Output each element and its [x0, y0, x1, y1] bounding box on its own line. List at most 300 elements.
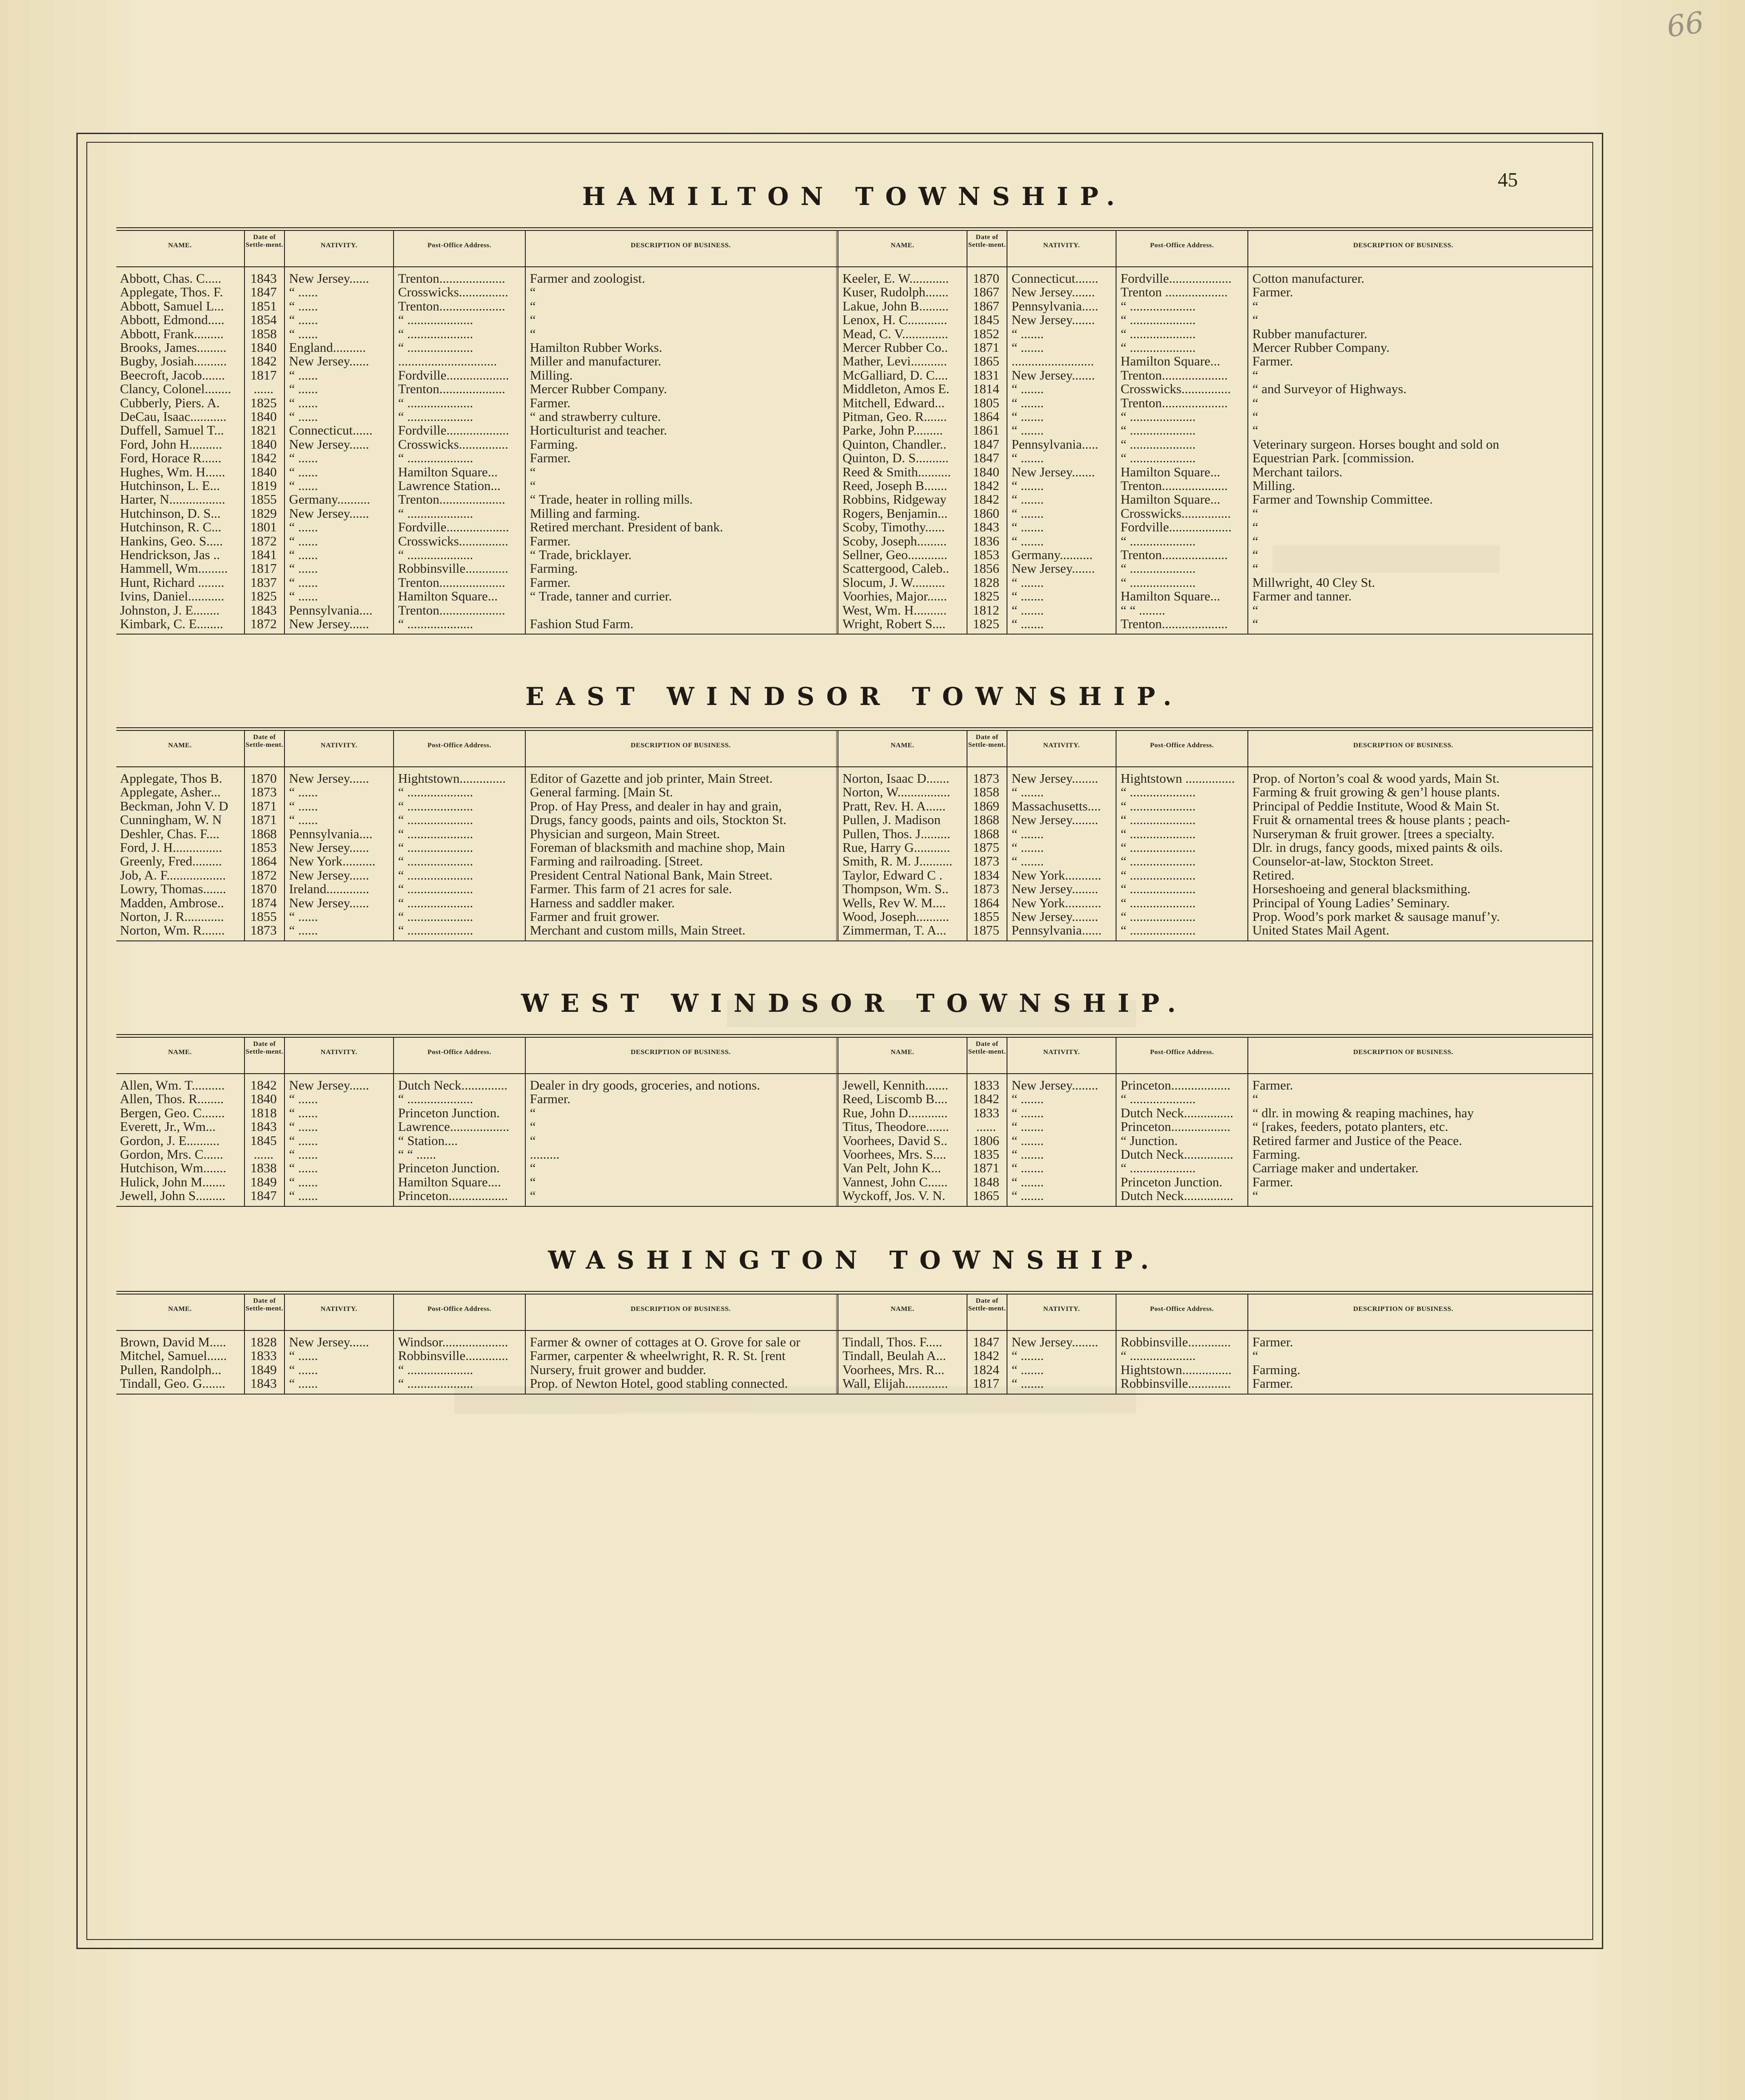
- table-row: [116, 1335, 1592, 1349]
- date-cell: 1864: [973, 896, 999, 910]
- business-cell: “: [530, 1189, 536, 1203]
- business-cell: United States Mail Agent.: [1252, 924, 1390, 938]
- name-cell: Job, A. F..................: [120, 868, 226, 882]
- header-nativity-col: NATIVITY.: [320, 1049, 358, 1056]
- nativity-cell: “ ......: [289, 313, 318, 327]
- date-cell: 1865: [973, 1189, 999, 1203]
- name-cell: Mitchel, Samuel......: [120, 1349, 227, 1363]
- date-cell: ......: [254, 382, 274, 396]
- business-cell: Fashion Stud Farm.: [530, 617, 633, 631]
- post-office-cell: Trenton....................: [1121, 617, 1228, 631]
- name-cell: Kimbark, C. E........: [120, 617, 224, 631]
- nativity-cell: “ .......: [1012, 855, 1044, 869]
- table-row: [116, 1175, 1592, 1189]
- date-cell: 1847: [973, 1335, 999, 1349]
- business-cell: “: [1252, 603, 1258, 617]
- business-cell: Nursery, fruit grower and budder.: [530, 1363, 706, 1377]
- date-cell: 1873: [973, 882, 999, 896]
- date-cell: 1833: [973, 1079, 999, 1092]
- header-name-col: NAME.: [890, 1305, 915, 1313]
- business-cell: Milling and farming.: [530, 506, 640, 520]
- date-cell: 1843: [250, 1377, 277, 1391]
- header-post-office-col: Post-Office Address.: [1150, 1305, 1214, 1313]
- header-post-office-col: Post-Office Address.: [427, 242, 492, 249]
- business-cell: Foreman of blacksmith and machine shop, Main: [530, 841, 785, 855]
- table-row: [116, 617, 1592, 631]
- nativity-cell: “ ......: [289, 575, 318, 590]
- nativity-cell: “ ......: [289, 451, 318, 465]
- post-office-cell: “ “ ......: [398, 1148, 436, 1161]
- date-cell: 1874: [250, 896, 277, 910]
- nativity-cell: “ ......: [289, 910, 318, 924]
- name-cell: Hughes, Wm. H......: [120, 465, 225, 479]
- post-office-cell: “ ....................: [1121, 313, 1196, 327]
- nativity-cell: “ ......: [289, 479, 318, 493]
- business-cell: “: [530, 285, 536, 300]
- name-cell: Quinton, Chandler..: [843, 437, 947, 451]
- date-cell: 1842: [250, 1079, 277, 1092]
- table-row: [116, 520, 1592, 534]
- name-cell: Cunningham, W. N: [120, 813, 222, 827]
- name-cell: Hendrickson, Jas ..: [120, 548, 220, 562]
- date-cell: 1865: [973, 355, 999, 369]
- nativity-cell: Massachusetts....: [1012, 799, 1101, 813]
- header-date-col: Date of Settle-ment.: [245, 1297, 284, 1312]
- table-row: [116, 548, 1592, 562]
- business-cell: Farmer and Township Committee.: [1252, 493, 1433, 507]
- table-row: [116, 507, 1592, 520]
- table-top-rule-inner: [116, 1294, 1592, 1295]
- post-office-cell: Princeton..................: [1121, 1120, 1231, 1134]
- business-cell: Farmer.: [530, 575, 571, 590]
- date-cell: 1871: [973, 341, 999, 355]
- name-cell: Jewell, Kennith.......: [843, 1079, 948, 1092]
- date-cell: 1825: [250, 590, 277, 604]
- post-office-cell: “ ....................: [1121, 1092, 1196, 1106]
- name-cell: Abbott, Samuel L...: [120, 299, 224, 313]
- name-cell: Mercer Rubber Co..: [843, 341, 948, 355]
- nativity-cell: “ .......: [1012, 382, 1044, 396]
- date-cell: 1845: [973, 313, 999, 327]
- header-nativity-col: NATIVITY.: [1043, 742, 1080, 749]
- name-cell: Rue, Harry G...........: [843, 841, 950, 855]
- name-cell: Allen, Wm. T..........: [120, 1079, 225, 1092]
- table-row: [116, 785, 1592, 799]
- nativity-cell: “ ......: [289, 1134, 318, 1148]
- nativity-cell: “ .......: [1012, 1120, 1044, 1134]
- name-cell: Madden, Ambrose..: [120, 896, 224, 910]
- nativity-cell: “ .......: [1012, 785, 1044, 800]
- table-top-rule: [116, 1291, 1592, 1292]
- date-cell: 1873: [250, 924, 277, 938]
- date-cell: 1835: [973, 1148, 999, 1161]
- table-row: [116, 451, 1592, 465]
- post-office-cell: “ ....................: [398, 1092, 474, 1106]
- nativity-cell: “ ......: [289, 520, 318, 535]
- date-cell: 1841: [250, 548, 277, 562]
- name-cell: Greenly, Fred.........: [120, 855, 222, 869]
- post-office-cell: Princeton Junction.: [398, 1106, 500, 1120]
- post-office-cell: “ ....................: [1121, 785, 1196, 800]
- name-cell: Wall, Elijah.............: [843, 1377, 948, 1391]
- nativity-cell: “ ......: [289, 799, 318, 813]
- nativity-cell: “ .......: [1012, 603, 1044, 617]
- post-office-cell: “ ....................: [1121, 799, 1196, 813]
- date-cell: 1875: [973, 841, 999, 855]
- name-cell: Hutchinson, L. E...: [120, 479, 220, 493]
- nativity-cell: New Jersey........: [1012, 813, 1098, 827]
- nativity-cell: “ .......: [1012, 479, 1044, 493]
- post-office-cell: “ ....................: [398, 313, 474, 327]
- page-number: 45: [1498, 169, 1518, 191]
- business-cell: Miller and manufacturer.: [530, 355, 662, 369]
- post-office-cell: Fordville...................: [398, 424, 509, 438]
- business-cell: “: [1252, 396, 1258, 410]
- nativity-cell: New Jersey......: [289, 896, 369, 910]
- date-cell: 1856: [973, 562, 999, 576]
- table-row: [116, 1363, 1592, 1377]
- business-cell: Physician and surgeon, Main Street.: [530, 827, 720, 841]
- nativity-cell: “ .......: [1012, 327, 1044, 341]
- name-cell: West, Wm. H..........: [843, 603, 947, 617]
- date-cell: 1824: [973, 1363, 999, 1377]
- business-cell: Rubber manufacturer.: [1252, 327, 1367, 341]
- business-cell: “: [1252, 506, 1258, 520]
- post-office-cell: ..............................: [398, 355, 497, 369]
- business-cell: “: [1252, 424, 1258, 438]
- nativity-cell: New Jersey.......: [1012, 465, 1095, 479]
- date-cell: 1858: [973, 785, 999, 800]
- name-cell: Norton, W................: [843, 785, 950, 800]
- name-cell: Thompson, Wm. S..: [843, 882, 949, 896]
- nativity-cell: “ ......: [289, 382, 318, 396]
- nativity-cell: “ ......: [289, 548, 318, 562]
- post-office-cell: Trenton....................: [398, 575, 505, 590]
- post-office-cell: Crosswicks...............: [398, 285, 509, 300]
- header-name-col: NAME.: [890, 1049, 915, 1056]
- post-office-cell: Princeton..................: [398, 1189, 508, 1203]
- name-cell: DeCau, Isaac...........: [120, 410, 227, 424]
- date-cell: 1872: [250, 534, 277, 548]
- date-cell: 1845: [250, 1134, 277, 1148]
- date-cell: 1825: [973, 590, 999, 604]
- nativity-cell: “ ......: [289, 813, 318, 827]
- nativity-cell: “ .......: [1012, 1377, 1044, 1391]
- date-cell: 1869: [973, 799, 999, 813]
- nativity-cell: New Jersey......: [289, 772, 369, 785]
- section-title: WEST WINDSOR TOWNSHIP.: [521, 989, 1188, 1018]
- nativity-cell: “ .......: [1012, 1092, 1044, 1106]
- header-business-col: DESCRIPTION OF BUSINESS.: [630, 1305, 731, 1313]
- nativity-cell: New Jersey......: [289, 272, 369, 285]
- post-office-cell: “ ....................: [1121, 424, 1196, 438]
- name-cell: Scattergood, Caleb..: [843, 562, 949, 576]
- nativity-cell: New Jersey......: [289, 506, 369, 520]
- nativity-cell: Pennsylvania....: [289, 603, 373, 617]
- table-top-rule: [116, 227, 1592, 228]
- name-cell: Ford, John H..........: [120, 437, 222, 451]
- business-cell: Milling.: [1252, 479, 1296, 493]
- business-cell: “ and strawberry culture.: [530, 410, 661, 424]
- table-row: [116, 813, 1592, 827]
- business-cell: “: [530, 313, 536, 327]
- date-cell: 1840: [250, 1092, 277, 1106]
- business-cell: “: [530, 1175, 536, 1189]
- business-cell: “: [1252, 520, 1258, 535]
- name-cell: Voorhees, Mrs. R...: [843, 1363, 945, 1377]
- nativity-cell: .........................: [1012, 355, 1094, 369]
- business-cell: Farming & fruit growing & gen’l house plants.: [1252, 785, 1500, 800]
- nativity-cell: “ .......: [1012, 1175, 1044, 1189]
- table-row: [116, 1120, 1592, 1134]
- nativity-cell: “ .......: [1012, 827, 1044, 841]
- header-nativity-col: NATIVITY.: [1043, 242, 1080, 249]
- business-cell: “ [rakes, feeders, potato planters, etc.: [1252, 1120, 1448, 1134]
- date-cell: 1868: [973, 827, 999, 841]
- date-cell: 1806: [973, 1134, 999, 1148]
- post-office-cell: “ ....................: [1121, 910, 1196, 924]
- nativity-cell: New Jersey......: [289, 841, 369, 855]
- post-office-cell: Trenton....................: [398, 603, 505, 617]
- date-cell: 1833: [250, 1349, 277, 1363]
- post-office-cell: Princeton Junction.: [1121, 1175, 1222, 1189]
- post-office-cell: Trenton....................: [1121, 548, 1228, 562]
- nativity-cell: New Jersey......: [289, 868, 369, 882]
- post-office-cell: Hamilton Square...: [1121, 465, 1221, 479]
- post-office-cell: Hightstown ...............: [1121, 772, 1235, 785]
- date-cell: 1840: [250, 410, 277, 424]
- date-cell: 1861: [973, 424, 999, 438]
- nativity-cell: “ ......: [289, 1349, 318, 1363]
- name-cell: Parke, John P.........: [843, 424, 943, 438]
- date-cell: 1870: [250, 772, 277, 785]
- date-cell: 1858: [250, 327, 277, 341]
- post-office-cell: Hightstown..............: [398, 772, 506, 785]
- name-cell: Allen, Thos. R........: [120, 1092, 224, 1106]
- table-row: [116, 410, 1592, 424]
- header-business-col: DESCRIPTION OF BUSINESS.: [1353, 1049, 1454, 1056]
- business-cell: “: [530, 465, 536, 479]
- business-cell: Farmer.: [1252, 355, 1293, 369]
- date-cell: 1840: [973, 465, 999, 479]
- business-cell: “: [1252, 562, 1258, 576]
- name-cell: Pullen, Thos. J.........: [843, 827, 951, 841]
- date-cell: 1852: [973, 327, 999, 341]
- business-cell: Carriage maker and undertaker.: [1252, 1161, 1419, 1175]
- post-office-cell: Hamilton Square...: [398, 465, 498, 479]
- post-office-cell: Princeton..................: [1121, 1079, 1231, 1092]
- date-cell: 1831: [973, 368, 999, 382]
- nativity-cell: New Jersey......: [289, 355, 369, 369]
- table-row: [116, 438, 1592, 451]
- header-business-col: DESCRIPTION OF BUSINESS.: [630, 242, 731, 249]
- name-cell: Wells, Rev W. M....: [843, 896, 946, 910]
- nativity-cell: “ ......: [289, 1189, 318, 1203]
- name-cell: Johnston, J. E........: [120, 603, 220, 617]
- post-office-cell: “ ....................: [398, 813, 474, 827]
- post-office-cell: “ ....................: [1121, 451, 1196, 465]
- date-cell: 1873: [973, 855, 999, 869]
- table-row: [116, 604, 1592, 617]
- township-table: [116, 227, 1592, 634]
- business-cell: “ Trade, heater in rolling mills.: [530, 493, 693, 507]
- table-row: [116, 562, 1592, 575]
- post-office-cell: Windsor....................: [398, 1335, 509, 1349]
- name-cell: Beckman, John V. D: [120, 799, 229, 813]
- post-office-cell: “ ....................: [398, 896, 474, 910]
- date-cell: ......: [976, 1120, 996, 1134]
- business-cell: Farmer & owner of cottages at O. Grove for sale or: [530, 1335, 801, 1349]
- nativity-cell: “ ......: [289, 1092, 318, 1106]
- post-office-cell: “ ....................: [398, 882, 474, 896]
- business-cell: Milling.: [530, 368, 573, 382]
- post-office-cell: Fordville...................: [398, 368, 509, 382]
- post-office-cell: “ ....................: [1121, 575, 1196, 590]
- nativity-cell: “ ......: [289, 924, 318, 938]
- post-office-cell: “ ....................: [398, 327, 474, 341]
- date-cell: 1853: [250, 841, 277, 855]
- business-cell: Horticulturist and teacher.: [530, 424, 667, 438]
- nativity-cell: Germany..........: [1012, 548, 1093, 562]
- business-cell: Principal of Peddie Institute, Wood & Main St.: [1252, 799, 1500, 813]
- post-office-cell: “ ....................: [398, 1377, 474, 1391]
- header-name-col: NAME.: [168, 1049, 192, 1056]
- table-row: [116, 479, 1592, 493]
- post-office-cell: Trenton....................: [398, 299, 505, 313]
- table-row: [116, 896, 1592, 910]
- post-office-cell: Lawrence Station...: [398, 479, 501, 493]
- date-cell: 1855: [250, 910, 277, 924]
- nativity-cell: New York..........: [289, 855, 376, 869]
- name-cell: Ivins, Daniel...........: [120, 590, 224, 604]
- header-nativity-col: NATIVITY.: [320, 242, 358, 249]
- name-cell: Brown, David M.....: [120, 1335, 226, 1349]
- date-cell: 1825: [250, 396, 277, 410]
- business-cell: Farmer.: [530, 534, 571, 548]
- nativity-cell: “ .......: [1012, 534, 1044, 548]
- business-cell: “: [1252, 548, 1258, 562]
- post-office-cell: “ ....................: [398, 799, 474, 813]
- date-cell: 1818: [250, 1106, 277, 1120]
- nativity-cell: “ .......: [1012, 451, 1044, 465]
- name-cell: Zimmerman, T. A...: [843, 924, 947, 938]
- business-cell: “: [1252, 313, 1258, 327]
- name-cell: Gordon, Mrs. C......: [120, 1148, 224, 1161]
- post-office-cell: Trenton ...................: [1121, 285, 1228, 300]
- header-date-col: Date of Settle-ment.: [968, 734, 1006, 749]
- post-office-cell: “ ....................: [1121, 341, 1196, 355]
- table-header: [116, 232, 1592, 265]
- post-office-cell: “ ....................: [1121, 327, 1196, 341]
- date-cell: 1840: [250, 465, 277, 479]
- business-cell: “ Trade, tanner and currier.: [530, 590, 672, 604]
- business-cell: Farmer.: [1252, 1079, 1293, 1092]
- business-cell: Farmer.: [530, 396, 571, 410]
- table-row: [116, 576, 1592, 590]
- table-row: [116, 827, 1592, 841]
- date-cell: 1870: [250, 882, 277, 896]
- business-cell: Retired merchant. President of bank.: [530, 520, 723, 535]
- date-cell: 1842: [250, 451, 277, 465]
- post-office-cell: Hamilton Square...: [398, 590, 498, 604]
- date-cell: 1837: [250, 575, 277, 590]
- business-cell: Hamilton Rubber Works.: [530, 341, 663, 355]
- date-cell: 1867: [973, 299, 999, 313]
- business-cell: .........: [530, 1148, 560, 1161]
- name-cell: Kuser, Rudolph.......: [843, 285, 949, 300]
- table-row: [116, 1377, 1592, 1390]
- post-office-cell: “ ....................: [1121, 437, 1196, 451]
- table-row: [116, 1189, 1592, 1203]
- table-top-rule-inner: [116, 730, 1592, 731]
- post-office-cell: “ ....................: [1121, 924, 1196, 938]
- business-cell: “: [1252, 299, 1258, 313]
- business-cell: Nurseryman & fruit grower. [trees a specialty.: [1252, 827, 1495, 841]
- business-cell: Horseshoeing and general blacksmithing.: [1252, 882, 1471, 896]
- business-cell: Farming.: [530, 562, 578, 576]
- name-cell: Reed, Joseph B.......: [843, 479, 947, 493]
- header-date-col: Date of Settle-ment.: [245, 734, 284, 749]
- name-cell: Applegate, Asher...: [120, 785, 221, 800]
- business-cell: “ dlr. in mowing & reaping machines, hay: [1252, 1106, 1474, 1120]
- date-cell: 1842: [973, 479, 999, 493]
- name-cell: Lakue, John B.........: [843, 299, 949, 313]
- post-office-cell: Lawrence..................: [398, 1120, 509, 1134]
- date-cell: 1819: [250, 479, 277, 493]
- post-office-cell: “ ....................: [1121, 855, 1196, 869]
- nativity-cell: “ .......: [1012, 617, 1044, 631]
- business-cell: Farming and railroading. [Street.: [530, 855, 703, 869]
- table-top-rule: [116, 1034, 1592, 1035]
- post-office-cell: Trenton....................: [1121, 368, 1228, 382]
- nativity-cell: New Jersey.......: [1012, 562, 1095, 576]
- name-cell: Scoby, Joseph.........: [843, 534, 947, 548]
- name-cell: Rue, John D............: [843, 1106, 948, 1120]
- nativity-cell: New York...........: [1012, 896, 1102, 910]
- table-row: [116, 272, 1592, 285]
- post-office-cell: “ “ ........: [1121, 603, 1166, 617]
- business-cell: Millwright, 40 Cley St.: [1252, 575, 1375, 590]
- business-cell: Prop. of Newton Hotel, good stabling connected.: [530, 1377, 788, 1391]
- date-cell: 1843: [973, 520, 999, 535]
- nativity-cell: “ .......: [1012, 493, 1044, 507]
- name-cell: Wright, Robert S....: [843, 617, 946, 631]
- date-cell: 1843: [250, 603, 277, 617]
- name-cell: Applegate, Thos. F.: [120, 285, 223, 300]
- post-office-cell: Robbinsville.............: [1121, 1377, 1231, 1391]
- post-office-cell: “ ....................: [398, 396, 474, 410]
- post-office-cell: Hamilton Square...: [1121, 493, 1221, 507]
- name-cell: Harter, N.................: [120, 493, 225, 507]
- name-cell: Mitchell, Edward...: [843, 396, 945, 410]
- business-cell: Editor of Gazette and job printer, Main Street.: [530, 772, 773, 785]
- nativity-cell: New Jersey........: [1012, 1079, 1098, 1092]
- header-date-col: Date of Settle-ment.: [968, 1040, 1006, 1055]
- name-cell: Abbott, Edmond.....: [120, 313, 224, 327]
- business-cell: “: [1252, 410, 1258, 424]
- post-office-cell: Trenton....................: [1121, 479, 1228, 493]
- post-office-cell: Fordville...................: [1121, 520, 1232, 535]
- table-row: [116, 355, 1592, 368]
- township-table: [116, 1034, 1592, 1206]
- business-cell: Retired.: [1252, 868, 1295, 882]
- date-cell: 1828: [973, 575, 999, 590]
- nativity-cell: “ ......: [289, 396, 318, 410]
- business-cell: Merchant and custom mills, Main Street.: [530, 924, 746, 938]
- business-cell: Dlr. in drugs, fancy goods, mixed paints & oils.: [1252, 841, 1503, 855]
- date-cell: 1833: [973, 1106, 999, 1120]
- name-cell: Taylor, Edward C .: [843, 868, 942, 882]
